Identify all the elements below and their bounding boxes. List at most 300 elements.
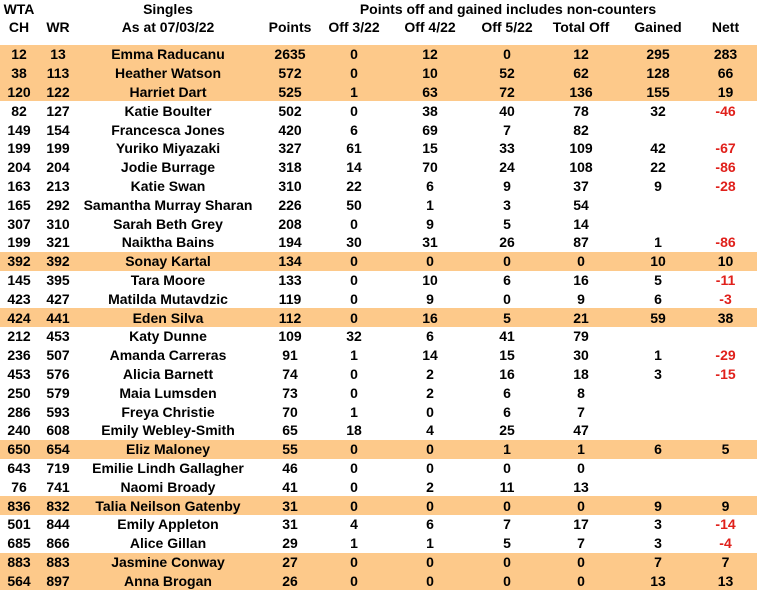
header-gained: Gained <box>634 19 682 35</box>
cell-off3: 6 <box>503 403 511 420</box>
cell-total-off: 13 <box>573 478 589 495</box>
cell-ch: 199 <box>7 140 31 157</box>
table-row <box>0 177 757 196</box>
cell-points: 109 <box>278 328 302 345</box>
cell-off1: 18 <box>346 422 362 439</box>
cell-wr: 113 <box>38 64 78 83</box>
table-row <box>0 308 757 327</box>
cell-player: Emily Appleton <box>117 516 219 533</box>
cell-off3: 52 <box>474 64 540 83</box>
table-row <box>0 45 757 64</box>
cell-off3: 9 <box>503 177 511 194</box>
cell-points: 29 <box>282 535 298 552</box>
cell-off3: 0 <box>503 459 511 476</box>
cell-off1: 22 <box>346 177 362 194</box>
cell-total-off: 9 <box>577 290 585 307</box>
cell-off3: 0 <box>474 45 540 64</box>
cell-off3: 16 <box>499 365 515 382</box>
cell-player: Maia Lumsden <box>119 384 217 401</box>
cell-gained: 1 <box>654 347 662 364</box>
table-row <box>0 515 757 534</box>
cell-points: 119 <box>278 290 302 307</box>
cell-wr: 395 <box>46 271 70 288</box>
cell-off2: 63 <box>386 83 474 102</box>
cell-off1: 0 <box>350 271 358 288</box>
cell-off3: 15 <box>499 347 515 364</box>
cell-gained: 42 <box>650 140 666 157</box>
cell-gained: 10 <box>622 252 694 271</box>
cell-off3: 26 <box>499 234 515 251</box>
cell-nett: -11 <box>715 271 736 288</box>
table-row <box>0 365 757 384</box>
cell-total-off: 47 <box>573 422 589 439</box>
cell-points: 318 <box>278 159 302 176</box>
table-row <box>0 233 757 252</box>
cell-nett <box>694 383 757 402</box>
table-row <box>0 327 757 346</box>
cell-gained: 6 <box>654 290 662 307</box>
cell-off2: 0 <box>386 440 474 459</box>
cell-total-off: 82 <box>573 121 589 138</box>
cell-off1: 1 <box>350 403 358 420</box>
cell-off1: 4 <box>350 516 358 533</box>
cell-total-off: 79 <box>573 328 589 345</box>
cell-nett: 5 <box>694 440 757 459</box>
cell-ch: 199 <box>7 234 31 251</box>
cell-wr: 866 <box>46 535 70 552</box>
cell-ch: 453 <box>7 365 31 382</box>
header-off3: Off 5/22 <box>481 19 533 35</box>
cell-gained: 3 <box>654 535 662 552</box>
cell-wr: 122 <box>38 83 78 102</box>
cell-gained <box>622 120 694 139</box>
cell-nett: -28 <box>715 177 736 194</box>
cell-total-off: 109 <box>569 140 593 157</box>
cell-total-off: 16 <box>573 271 589 288</box>
cell-off2: 14 <box>422 347 438 364</box>
cell-points: 65 <box>282 422 298 439</box>
cell-ch: 12 <box>0 45 38 64</box>
cell-gained: 9 <box>654 177 662 194</box>
cell-off3: 24 <box>499 159 515 176</box>
cell-off2: 6 <box>426 328 434 345</box>
cell-nett: 13 <box>694 571 757 590</box>
cell-player: Naiktha Bains <box>121 234 215 251</box>
cell-ch: 236 <box>7 347 31 364</box>
cell-ch: 307 <box>7 215 31 232</box>
cell-points: 74 <box>282 365 298 382</box>
cell-total-off: 21 <box>540 308 622 327</box>
cell-off3: 7 <box>503 516 511 533</box>
cell-wr: 292 <box>46 196 70 213</box>
cell-off1: 0 <box>322 553 386 572</box>
cell-nett: 7 <box>694 553 757 572</box>
cell-wr: 844 <box>46 516 70 533</box>
cell-total-off: 0 <box>540 571 622 590</box>
cell-off1: 50 <box>346 196 362 213</box>
cell-wr: 741 <box>46 478 70 495</box>
cell-total-off: 54 <box>573 196 589 213</box>
cell-gained: 295 <box>622 45 694 64</box>
cell-off2: 1 <box>426 196 434 213</box>
cell-off1: 61 <box>346 140 362 157</box>
cell-wr: 310 <box>46 215 70 232</box>
cell-off2: 69 <box>422 121 438 138</box>
cell-off2: 38 <box>422 102 438 119</box>
cell-off2: 2 <box>426 384 434 401</box>
table-row <box>0 214 757 233</box>
cell-player: Sarah Beth Grey <box>113 215 223 232</box>
cell-off1: 0 <box>350 478 358 495</box>
cell-player: Talia Neilson Gatenby <box>78 496 258 515</box>
cell-player: Eliz Maloney <box>78 440 258 459</box>
cell-total-off: 136 <box>540 83 622 102</box>
cell-ch: 392 <box>0 252 38 271</box>
table-row <box>0 440 757 459</box>
cell-points: 73 <box>282 384 298 401</box>
cell-total-off: 37 <box>573 177 589 194</box>
cell-player: Katy Dunne <box>129 328 207 345</box>
cell-off3: 3 <box>503 196 511 213</box>
cell-nett: 9 <box>694 496 757 515</box>
cell-off1: 32 <box>346 328 362 345</box>
cell-wr: 154 <box>46 121 70 138</box>
cell-total-off: 8 <box>577 384 585 401</box>
cell-ch: 685 <box>7 535 31 552</box>
cell-gained <box>622 459 694 478</box>
cell-points: 31 <box>258 496 322 515</box>
cell-ch: 76 <box>11 478 27 495</box>
cell-wr: 204 <box>46 159 70 176</box>
cell-nett: -67 <box>715 140 736 157</box>
cell-player: Alicia Barnett <box>122 365 214 382</box>
cell-points: 194 <box>278 234 302 251</box>
cell-off2: 70 <box>422 159 438 176</box>
cell-nett: 283 <box>694 45 757 64</box>
cell-nett <box>694 402 757 421</box>
cell-ch: 82 <box>11 102 27 119</box>
cell-off1: 1 <box>322 83 386 102</box>
cell-off3: 11 <box>499 478 515 495</box>
cell-points: 2635 <box>258 45 322 64</box>
cell-nett <box>694 214 757 233</box>
cell-off2: 10 <box>422 271 438 288</box>
cell-ch: 163 <box>7 177 31 194</box>
cell-player: Yuriko Miyazaki <box>115 140 221 157</box>
cell-gained: 22 <box>650 159 666 176</box>
cell-total-off: 62 <box>540 64 622 83</box>
cell-total-off: 18 <box>573 365 589 382</box>
table-body <box>0 45 757 590</box>
table-row <box>0 158 757 177</box>
cell-nett: 38 <box>694 308 757 327</box>
table-row <box>0 459 757 478</box>
cell-player: Harriet Dart <box>78 83 258 102</box>
header-off2: Off 4/22 <box>404 19 456 35</box>
table-row <box>0 289 757 308</box>
cell-off3: 0 <box>474 252 540 271</box>
cell-wr: 608 <box>46 422 70 439</box>
cell-player: Emma Raducanu <box>78 45 258 64</box>
cell-player: Katie Swan <box>130 177 206 194</box>
cell-points: 134 <box>258 252 322 271</box>
cell-wr: 579 <box>46 384 70 401</box>
cell-off3: 40 <box>499 102 515 119</box>
cell-points: 310 <box>278 177 302 194</box>
cell-nett <box>694 195 757 214</box>
cell-nett: -86 <box>715 234 736 251</box>
cell-ch: 240 <box>7 422 31 439</box>
table-row <box>0 346 757 365</box>
cell-ch: 501 <box>7 516 31 533</box>
cell-ch: 286 <box>7 403 31 420</box>
cell-total-off: 7 <box>577 535 585 552</box>
cell-gained: 13 <box>622 571 694 590</box>
cell-player: Jasmine Conway <box>78 553 258 572</box>
cell-points: 208 <box>278 215 302 232</box>
cell-gained: 9 <box>622 496 694 515</box>
cell-player: Samantha Murray Sharan <box>83 196 253 213</box>
cell-points: 55 <box>258 440 322 459</box>
cell-player: Alice Gillan <box>129 535 207 552</box>
cell-off3: 1 <box>474 440 540 459</box>
cell-off2: 16 <box>386 308 474 327</box>
cell-gained <box>622 402 694 421</box>
cell-wr: 593 <box>46 403 70 420</box>
cell-gained: 1 <box>654 234 662 251</box>
cell-off3: 6 <box>503 271 511 288</box>
cell-player: Matilda Mutavdzic <box>108 290 228 307</box>
cell-off3: 7 <box>503 121 511 138</box>
cell-off2: 0 <box>386 553 474 572</box>
cell-wr: 392 <box>38 252 78 271</box>
cell-total-off: 7 <box>577 403 585 420</box>
cell-nett: -4 <box>719 535 732 552</box>
table-row <box>0 120 757 139</box>
cell-player: Tara Moore <box>130 271 206 288</box>
cell-nett: 19 <box>694 83 757 102</box>
cell-gained: 128 <box>622 64 694 83</box>
table-row <box>0 534 757 553</box>
cell-total-off: 0 <box>577 459 585 476</box>
cell-gained: 5 <box>654 271 662 288</box>
cell-points: 226 <box>278 196 302 213</box>
cell-wr: 321 <box>46 234 70 251</box>
cell-off2: 0 <box>386 496 474 515</box>
table-row <box>0 402 757 421</box>
cell-off3: 0 <box>474 553 540 572</box>
header-ch: CH <box>8 19 30 35</box>
cell-ch: 250 <box>7 384 31 401</box>
cell-player: Amanda Carreras <box>109 347 227 364</box>
cell-off3: 6 <box>503 384 511 401</box>
cell-off1: 0 <box>350 290 358 307</box>
table-row <box>0 271 757 290</box>
cell-total-off: 0 <box>540 252 622 271</box>
cell-wr: 199 <box>46 140 70 157</box>
cell-off1: 0 <box>350 459 358 476</box>
cell-gained: 6 <box>622 440 694 459</box>
cell-nett <box>694 120 757 139</box>
table-row <box>0 421 757 440</box>
cell-player: Jodie Burrage <box>120 159 216 176</box>
cell-total-off: 1 <box>540 440 622 459</box>
cell-wr: 507 <box>46 347 70 364</box>
cell-wr: 127 <box>46 102 70 119</box>
cell-nett <box>694 327 757 346</box>
cell-gained <box>622 214 694 233</box>
header-wr: WR <box>46 19 70 35</box>
cell-off2: 31 <box>422 234 438 251</box>
cell-gained <box>622 195 694 214</box>
table-row <box>0 252 757 271</box>
cell-points: 31 <box>282 516 298 533</box>
header-singles: Singles <box>143 1 193 17</box>
cell-off2: 6 <box>426 177 434 194</box>
cell-points: 112 <box>258 308 322 327</box>
cell-ch: 149 <box>7 121 31 138</box>
cell-off1: 30 <box>346 234 362 251</box>
cell-gained <box>622 327 694 346</box>
table-row <box>0 477 757 496</box>
cell-points: 27 <box>258 553 322 572</box>
cell-off3: 72 <box>474 83 540 102</box>
cell-nett: -14 <box>715 516 736 533</box>
cell-off2: 1 <box>426 535 434 552</box>
cell-gained <box>622 383 694 402</box>
cell-points: 70 <box>282 403 298 420</box>
cell-nett: -29 <box>715 347 736 364</box>
cell-player: Anna Brogan <box>78 571 258 590</box>
cell-player: Freya Christie <box>121 403 215 420</box>
cell-total-off: 78 <box>573 102 589 119</box>
cell-gained: 32 <box>650 102 666 119</box>
cell-off1: 6 <box>350 121 358 138</box>
cell-points: 525 <box>258 83 322 102</box>
cell-off1: 0 <box>322 440 386 459</box>
cell-off2: 0 <box>426 403 434 420</box>
cell-off2: 9 <box>426 215 434 232</box>
cell-off1: 0 <box>350 384 358 401</box>
header-note: Points off and gained includes non-counters <box>359 1 657 17</box>
cell-total-off: 30 <box>573 347 589 364</box>
cell-ch: 650 <box>0 440 38 459</box>
table-row <box>0 83 757 102</box>
cell-off3: 0 <box>474 496 540 515</box>
cell-off2: 2 <box>426 478 434 495</box>
cell-points: 502 <box>278 102 302 119</box>
cell-ch: 165 <box>7 196 31 213</box>
cell-player: Sonay Kartal <box>78 252 258 271</box>
cell-off3: 5 <box>503 215 511 232</box>
cell-nett: -15 <box>715 365 736 382</box>
cell-off2: 9 <box>426 290 434 307</box>
cell-nett <box>694 459 757 478</box>
cell-nett: -3 <box>719 290 732 307</box>
cell-wr: 883 <box>38 553 78 572</box>
cell-off1: 0 <box>322 308 386 327</box>
cell-wr: 453 <box>46 328 70 345</box>
cell-ch: 424 <box>0 308 38 327</box>
cell-off2: 15 <box>422 140 438 157</box>
cell-total-off: 12 <box>540 45 622 64</box>
table-row <box>0 101 757 120</box>
cell-off1: 0 <box>322 64 386 83</box>
cell-off2: 4 <box>426 422 434 439</box>
cell-off3: 0 <box>474 571 540 590</box>
cell-off1: 1 <box>350 347 358 364</box>
cell-ch: 212 <box>7 328 31 345</box>
cell-ch: 204 <box>7 159 31 176</box>
cell-gained <box>622 477 694 496</box>
cell-points: 327 <box>278 140 302 157</box>
header-wta: WTA <box>3 1 35 17</box>
cell-points: 41 <box>282 478 298 495</box>
cell-wr: 719 <box>46 459 70 476</box>
cell-points: 91 <box>282 347 298 364</box>
cell-off2: 0 <box>386 252 474 271</box>
cell-total-off: 87 <box>573 234 589 251</box>
cell-points: 133 <box>278 271 302 288</box>
table-row <box>0 139 757 158</box>
cell-gained: 7 <box>622 553 694 572</box>
cell-ch: 836 <box>0 496 38 515</box>
cell-off1: 0 <box>322 45 386 64</box>
cell-off1: 0 <box>350 215 358 232</box>
cell-player: Naomi Broady <box>120 478 216 495</box>
cell-player: Emilie Lindh Gallagher <box>92 459 244 476</box>
table-row <box>0 383 757 402</box>
header-total-off: Total Off <box>552 19 610 35</box>
table-row <box>0 496 757 515</box>
cell-off2: 2 <box>426 365 434 382</box>
cell-off3: 41 <box>499 328 515 345</box>
cell-off2: 0 <box>386 571 474 590</box>
cell-off1: 0 <box>322 496 386 515</box>
cell-wr: 427 <box>46 290 70 307</box>
cell-nett: 10 <box>694 252 757 271</box>
table-row <box>0 195 757 214</box>
cell-wr: 897 <box>38 571 78 590</box>
cell-wr: 654 <box>38 440 78 459</box>
cell-ch: 883 <box>0 553 38 572</box>
cell-player: Francesca Jones <box>111 121 225 138</box>
table-row <box>0 64 757 83</box>
cell-nett: -86 <box>715 159 736 176</box>
cell-player: Katie Boulter <box>124 102 212 119</box>
cell-off1: 14 <box>346 159 362 176</box>
cell-ch: 38 <box>0 64 38 83</box>
header-points: Points <box>268 19 312 35</box>
cell-player: Emily Webley-Smith <box>101 422 235 439</box>
cell-off2: 10 <box>386 64 474 83</box>
cell-points: 420 <box>278 121 302 138</box>
cell-ch: 423 <box>7 290 31 307</box>
cell-ch: 643 <box>7 459 31 476</box>
cell-points: 46 <box>282 459 298 476</box>
cell-off2: 12 <box>386 45 474 64</box>
table-header <box>0 0 757 45</box>
cell-off3: 5 <box>503 535 511 552</box>
cell-gained: 155 <box>622 83 694 102</box>
cell-off1: 1 <box>350 535 358 552</box>
cell-wr: 213 <box>46 177 70 194</box>
cell-wr: 441 <box>38 308 78 327</box>
cell-off2: 0 <box>426 459 434 476</box>
cell-player: Eden Silva <box>78 308 258 327</box>
cell-nett <box>694 477 757 496</box>
table-row <box>0 553 757 572</box>
